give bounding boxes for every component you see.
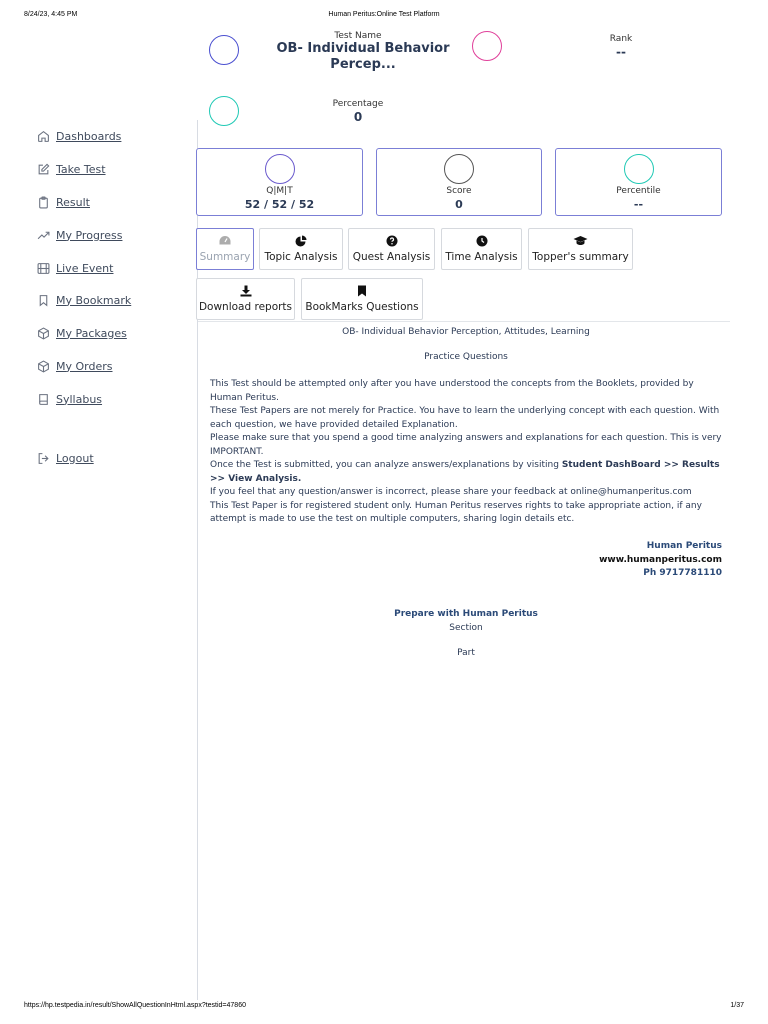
percentile-circle: [624, 154, 654, 184]
print-page-number: 1/37: [730, 1002, 744, 1009]
print-header: [0, 11, 768, 23]
tab-label: Quest Analysis: [352, 251, 431, 263]
rank-label: Rank: [609, 34, 633, 44]
percentile-label: Percentile: [616, 186, 661, 196]
sidebar-item-label: My Orders: [56, 359, 113, 373]
score-value: 0: [455, 198, 463, 211]
signature-name: Human Peritus: [646, 541, 722, 551]
sidebar-item-label: Result: [56, 195, 90, 209]
sidebar-item-label: Take Test: [56, 162, 106, 176]
test-name-value: OB- Individual Behavior Percep...: [276, 41, 450, 72]
question-icon: [386, 235, 398, 247]
sidebar-item-label: My Bookmark: [56, 293, 132, 307]
signature-phone: Ph 9717781110: [643, 568, 722, 578]
instruction-4: [210, 459, 722, 486]
part-label: Part: [457, 648, 475, 658]
home-icon: [36, 129, 50, 143]
instruction-6: This Test Paper is for registered student only. Human Peritus reserves rights to take appropriate action, if any attempt is made to use the test on multiple computers, sharing login details etc.: [210, 500, 702, 524]
logout-label: Logout: [56, 451, 94, 465]
tab-label: Time Analysis: [445, 251, 518, 263]
tab-label: Summary: [199, 251, 251, 263]
tab-toppers-summary[interactable]: [528, 228, 633, 270]
pie-chart-icon: [295, 235, 307, 247]
sidebar-item-live-event[interactable]: [36, 259, 113, 277]
trending-up-icon: [36, 228, 50, 242]
sidebar-item-label: Dashboards: [56, 129, 122, 143]
tab-label: Topper's summary: [532, 251, 629, 263]
package-icon: [36, 326, 50, 340]
logout-button[interactable]: [36, 449, 94, 467]
percentage-circle: [209, 96, 239, 126]
score-card: [376, 148, 542, 216]
tab-bookmarks-questions[interactable]: [301, 278, 423, 320]
edit-icon: [36, 162, 50, 176]
download-icon: [240, 285, 252, 297]
qmt-card: [196, 148, 363, 216]
percentile-value: --: [633, 198, 644, 211]
print-url: https://hp.testpedia.in/result/ShowAllQuestionInHtml.aspx?testid=47860: [24, 1002, 246, 1009]
test-name-circle: [209, 35, 239, 65]
sidebar-item-my-bookmark[interactable]: [36, 291, 131, 309]
sidebar-item-label: Live Event: [56, 261, 114, 275]
percentage-label: Percentage: [332, 99, 384, 109]
package-icon: [36, 359, 50, 373]
clock-icon: [476, 235, 488, 247]
qmt-value: 52 / 52 / 52: [244, 198, 315, 211]
qmt-label: Q|M|T: [266, 186, 293, 196]
tab-download-reports[interactable]: [196, 278, 295, 320]
clipboard-icon: [36, 195, 50, 209]
instruction-5: If you feel that any question/answer is incorrect, please share your feedback at online@humanperitus.com: [210, 487, 692, 497]
prepare-heading: Prepare with Human Peritus: [394, 609, 538, 619]
content-divider: [198, 321, 730, 322]
instruction-4-text: Once the Test is submitted, you can analyze answers/explanations by visiting: [210, 460, 562, 470]
sidebar-item-dashboards[interactable]: [36, 127, 121, 145]
sidebar-item-my-packages[interactable]: [36, 324, 127, 342]
tab-quest-analysis[interactable]: [348, 228, 435, 270]
bookmark-icon: [36, 293, 50, 307]
sidebar-item-my-progress[interactable]: [36, 226, 122, 244]
film-icon: [36, 261, 50, 275]
tab-label: BookMarks Questions: [305, 301, 419, 313]
test-name-label: Test Name: [334, 31, 382, 41]
section-label: Section: [449, 623, 483, 633]
content-heading: OB- Individual Behavior Perception, Attitudes, Learning: [342, 327, 590, 337]
tab-topic-analysis[interactable]: [259, 228, 343, 270]
instruction-3: Please make sure that you spend a good time analyzing answers and explanations for each question. This is very IMPORTANT.: [210, 433, 722, 457]
sidebar-item-take-test[interactable]: [36, 160, 106, 178]
graduation-cap-icon: [573, 235, 588, 247]
sidebar-item-syllabus[interactable]: [36, 390, 102, 408]
print-title: Human Peritus:Online Test Platform: [328, 11, 440, 18]
book-icon: [36, 392, 50, 406]
tab-label: Download reports: [198, 301, 293, 313]
instruction-2: These Test Papers are not merely for Practice. You have to learn the underlying concept with each question. With each question, we have provided detailed Explanation.: [210, 406, 720, 430]
sidebar-item-my-orders[interactable]: [36, 357, 113, 375]
bookmark-icon: [357, 285, 367, 297]
score-circle: [444, 154, 474, 184]
print-date: 8/24/23, 4:45 PM: [24, 11, 78, 18]
instructions-text: [210, 378, 722, 527]
instruction-4-path: Student DashBoard >> Results >> View Analysis.: [210, 460, 720, 484]
instruction-1: This Test should be attempted only after you have understood the concepts from the Booklets, provided by Human Peritus.: [210, 379, 694, 403]
rank-circle: [472, 31, 502, 61]
sidebar-item-label: My Packages: [56, 326, 127, 340]
dashboard-icon: [219, 235, 231, 247]
sidebar-item-label: My Progress: [56, 228, 123, 242]
print-footer: [0, 1002, 768, 1014]
percentage-value: 0: [353, 110, 363, 124]
tab-label: Topic Analysis: [264, 251, 338, 263]
signature-website: www.humanperitus.com: [599, 555, 722, 565]
qmt-circle: [265, 154, 295, 184]
content-subheading: Practice Questions: [424, 352, 508, 362]
tab-summary[interactable]: [196, 228, 254, 270]
rank-value: --: [616, 45, 626, 59]
sidebar-item-label: Syllabus: [56, 392, 103, 406]
score-label: Score: [446, 186, 472, 196]
logout-icon: [36, 451, 50, 465]
tab-time-analysis[interactable]: [441, 228, 522, 270]
percentile-card: [555, 148, 722, 216]
sidebar-item-result[interactable]: [36, 193, 90, 211]
